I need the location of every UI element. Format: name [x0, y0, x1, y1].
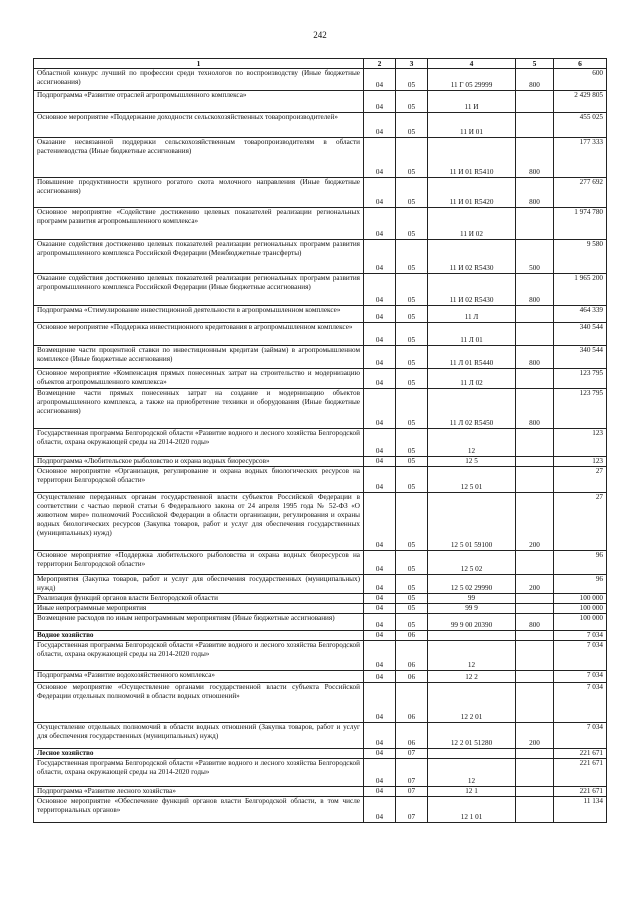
row-code-subsection: 05: [396, 69, 428, 91]
row-code-section: 04: [364, 208, 396, 240]
row-target-article: 99 9 00 20390: [428, 614, 516, 631]
row-expense-type: [516, 759, 554, 787]
header-cell: 2: [364, 59, 396, 69]
row-expense-type: [516, 323, 554, 346]
row-description: Основное мероприятие «Обеспечение функций органов власти Белгородской области, в том числе территориальных органов»: [34, 797, 364, 823]
row-code-subsection: 05: [396, 208, 428, 240]
row-code-subsection: 07: [396, 749, 428, 759]
row-code-subsection: 06: [396, 723, 428, 749]
row-code-section: 04: [364, 138, 396, 178]
row-description: Подпрограмма «Развитие отраслей агропромышленного комплекса»: [34, 91, 364, 113]
row-target-article: 12 2: [428, 671, 516, 683]
row-description: Основное мероприятие «Поддержание доходности сельскохозяйственных товаропроизводителей»: [34, 113, 364, 138]
header-cell: 3: [396, 59, 428, 69]
table-row: [34, 723, 607, 749]
row-code-subsection: 05: [396, 429, 428, 457]
table-row: [34, 493, 607, 551]
row-description: Государственная программа Белгородской области «Развитие водного и лесного хозяйства Белгородской области, охрана окружающей среды на 2014-2020 годы»: [34, 641, 364, 671]
row-target-article: 11 И 02 R5430: [428, 274, 516, 306]
table-row: [34, 178, 607, 208]
row-amount: 455 025: [554, 113, 607, 138]
row-code-section: 04: [364, 683, 396, 723]
table-row: [34, 457, 607, 467]
row-target-article: 11 И 02 R5430: [428, 240, 516, 274]
row-code-subsection: 05: [396, 274, 428, 306]
row-code-section: 04: [364, 389, 396, 429]
row-code-section: 04: [364, 631, 396, 641]
table-row: [34, 683, 607, 723]
row-target-article: 11 Л 01: [428, 323, 516, 346]
row-code-section: 04: [364, 641, 396, 671]
row-expense-type: [516, 467, 554, 493]
row-amount: 600: [554, 69, 607, 91]
row-code-subsection: 06: [396, 631, 428, 641]
row-expense-type: [516, 683, 554, 723]
row-code-subsection: 06: [396, 671, 428, 683]
row-target-article: 11 И 01 R5410: [428, 138, 516, 178]
row-amount: 96: [554, 575, 607, 594]
row-code-section: 04: [364, 467, 396, 493]
header-cell: 1: [34, 59, 364, 69]
row-code-section: 04: [364, 671, 396, 683]
table-row: [34, 429, 607, 457]
row-code-subsection: 05: [396, 551, 428, 575]
row-code-subsection: 05: [396, 575, 428, 594]
row-amount: 277 692: [554, 178, 607, 208]
page-number: 242: [313, 30, 327, 40]
row-code-section: 04: [364, 551, 396, 575]
row-code-subsection: 05: [396, 594, 428, 604]
row-code-subsection: 05: [396, 389, 428, 429]
row-description: Основное мероприятие «Осуществление органами государственной власти субъекта Российской Федерации отдельных полномочий в области водных отношений»: [34, 683, 364, 723]
table-row: [34, 69, 607, 91]
row-target-article: 12: [428, 429, 516, 457]
row-code-subsection: 06: [396, 641, 428, 671]
row-amount: 7 034: [554, 723, 607, 749]
row-expense-type: 800: [516, 614, 554, 631]
row-target-article: 11 И 02: [428, 208, 516, 240]
row-code-section: 04: [364, 723, 396, 749]
row-target-article: 12: [428, 759, 516, 787]
row-expense-type: [516, 604, 554, 614]
row-description: Оказание содействия достижению целевых показателей реализации региональных программ развития агропромышленного комплекса Российской Федерации (Межбюджетные трансферты): [34, 240, 364, 274]
table-row: [34, 369, 607, 389]
row-amount: 123 795: [554, 389, 607, 429]
row-description: Оказание содействия достижению целевых показателей реализации региональных программ развития агропромышленного комплекса Российской Федерации (Иные бюджетные ассигнования): [34, 274, 364, 306]
row-target-article: 99: [428, 594, 516, 604]
row-amount: 221 671: [554, 759, 607, 787]
budget-table: [33, 58, 607, 823]
table-row: [34, 323, 607, 346]
row-expense-type: 200: [516, 575, 554, 594]
row-code-subsection: 05: [396, 493, 428, 551]
row-code-section: 04: [364, 306, 396, 323]
row-code-section: 04: [364, 614, 396, 631]
row-amount: 1 965 200: [554, 274, 607, 306]
row-target-article: 11 И: [428, 91, 516, 113]
row-code-subsection: 05: [396, 178, 428, 208]
table-row: [34, 551, 607, 575]
table-row: [34, 604, 607, 614]
row-description: Повышение продуктивности крупного рогатого скота молочного направления (Иные бюджетные ассигнования): [34, 178, 364, 208]
table-row: [34, 389, 607, 429]
row-code-section: 04: [364, 69, 396, 91]
row-description: Областной конкурс лучший по профессии среди технологов по воспроизводству (Иные бюджетные ассигнования): [34, 69, 364, 91]
row-target-article: 12 2 01: [428, 683, 516, 723]
row-expense-type: 800: [516, 389, 554, 429]
row-expense-type: [516, 551, 554, 575]
row-code-subsection: 07: [396, 787, 428, 797]
row-expense-type: [516, 787, 554, 797]
row-amount: 340 544: [554, 346, 607, 369]
row-code-section: 04: [364, 493, 396, 551]
row-description: Подпрограмма «Развитие водохозяйственного комплекса»: [34, 671, 364, 683]
row-target-article: 11 И 01: [428, 113, 516, 138]
table-row: [34, 749, 607, 759]
row-code-section: 04: [364, 323, 396, 346]
table-row: [34, 631, 607, 641]
row-target-article: [428, 631, 516, 641]
row-target-article: 12 5 02: [428, 551, 516, 575]
row-description: Возмещение расходов по иным непрограммным мероприятиям (Иные бюджетные ассигнования): [34, 614, 364, 631]
row-description: Реализация функций органов власти Белгородской области: [34, 594, 364, 604]
row-description: Подпрограмма «Развитие лесного хозяйства»: [34, 787, 364, 797]
row-amount: 9 580: [554, 240, 607, 274]
row-amount: 123: [554, 429, 607, 457]
row-code-subsection: 06: [396, 683, 428, 723]
row-code-section: 04: [364, 369, 396, 389]
table-row: [34, 759, 607, 787]
row-target-article: 12 5: [428, 457, 516, 467]
row-description: Осуществление отдельных полномочий в области водных отношений (Закупка товаров, работ и услуг для обеспечения государственных (муниципальных) нужд): [34, 723, 364, 749]
row-code-section: 04: [364, 240, 396, 274]
table-row: [34, 787, 607, 797]
row-target-article: 11 И 01 R5420: [428, 178, 516, 208]
row-target-article: 11 Л 02: [428, 369, 516, 389]
row-description: Возмещение части процентной ставки по инвестиционным кредитам (займам) в агропромышленном комплексе (Иные бюджетные ассигнования): [34, 346, 364, 369]
table-row: [34, 306, 607, 323]
row-expense-type: 800: [516, 346, 554, 369]
row-expense-type: [516, 457, 554, 467]
row-code-section: 04: [364, 274, 396, 306]
row-target-article: 99 9: [428, 604, 516, 614]
row-target-article: 12 5 01 59100: [428, 493, 516, 551]
row-description: Государственная программа Белгородской области «Развитие водного и лесного хозяйства Белгородской области, охрана окружающей среды на 2014-2020 годы»: [34, 429, 364, 457]
table-row: [34, 797, 607, 823]
row-target-article: [428, 749, 516, 759]
row-description: Государственная программа Белгородской области «Развитие водного и лесного хозяйства Белгородской области, охрана окружающей среды на 2014-2020 годы»: [34, 759, 364, 787]
row-description: Мероприятия (Закупка товаров, работ и услуг для обеспечения государственных (муниципальных) нужд): [34, 575, 364, 594]
row-code-subsection: 05: [396, 604, 428, 614]
table-row: [34, 671, 607, 683]
row-code-section: 04: [364, 797, 396, 823]
row-expense-type: [516, 369, 554, 389]
header-cell: 5: [516, 59, 554, 69]
row-code-section: 04: [364, 594, 396, 604]
table-row: [34, 240, 607, 274]
row-expense-type: [516, 208, 554, 240]
row-code-section: 04: [364, 113, 396, 138]
row-description: Иные непрограммные мероприятия: [34, 604, 364, 614]
row-code-subsection: 05: [396, 323, 428, 346]
row-expense-type: [516, 594, 554, 604]
row-target-article: 12 2 01 51280: [428, 723, 516, 749]
row-amount: 1 974 780: [554, 208, 607, 240]
row-amount: 123: [554, 457, 607, 467]
row-description: Основное мероприятие «Содействие достижению целевых показателей реализации региональных программ развития агропромышленного комплекса»: [34, 208, 364, 240]
row-expense-type: [516, 91, 554, 113]
row-amount: 27: [554, 467, 607, 493]
row-code-section: 04: [364, 787, 396, 797]
row-amount: 7 034: [554, 641, 607, 671]
row-code-subsection: 07: [396, 759, 428, 787]
row-expense-type: [516, 429, 554, 457]
row-expense-type: [516, 306, 554, 323]
row-code-subsection: 05: [396, 240, 428, 274]
row-target-article: 12 1 01: [428, 797, 516, 823]
row-target-article: 12 5 01: [428, 467, 516, 493]
row-code-subsection: 05: [396, 306, 428, 323]
row-amount: 100 000: [554, 614, 607, 631]
row-description: Оказание несвязанной поддержки сельскохозяйственным товаропроизводителям в области растениеводства (Иные бюджетные ассигнования): [34, 138, 364, 178]
row-amount: 123 795: [554, 369, 607, 389]
row-target-article: 11 Г 05 29999: [428, 69, 516, 91]
row-expense-type: 500: [516, 240, 554, 274]
table-row: [34, 614, 607, 631]
table-row: [34, 346, 607, 369]
row-expense-type: [516, 671, 554, 683]
row-code-subsection: 05: [396, 91, 428, 113]
row-code-subsection: 05: [396, 457, 428, 467]
row-expense-type: 800: [516, 69, 554, 91]
row-amount: 340 544: [554, 323, 607, 346]
row-amount: 221 671: [554, 749, 607, 759]
row-expense-type: 200: [516, 493, 554, 551]
row-description: Осуществление переданных органам государственной власти субъектов Российской Федерации в соответствии с частью первой статьи 6 Федерального закона от 24 апреля 1995 года № 52-ФЗ «О животном мире» полномочий Российской Федерации в области организации, регулирования и охраны водных биологических ресурсов (Закупка товаров, работ и услуг для обеспечения государственных (муниципальных) нужд): [34, 493, 364, 551]
row-expense-type: [516, 641, 554, 671]
table-row: [34, 91, 607, 113]
row-description: Подпрограмма «Любительское рыболовство и охрана водных биоресурсов»: [34, 457, 364, 467]
row-description: Основное мероприятие «Поддержка любительского рыболовства и охрана водных биоресурсов на территории Белгородской области»: [34, 551, 364, 575]
row-description: Возмещение части прямых понесенных затрат на создание и модернизацию объектов агропромышленного комплекса, а также на приобретение техники и оборудования (Иные бюджетные ассигнования): [34, 389, 364, 429]
row-amount: 100 000: [554, 594, 607, 604]
row-amount: 177 333: [554, 138, 607, 178]
row-target-article: 12 5 02 29990: [428, 575, 516, 594]
row-code-subsection: 05: [396, 346, 428, 369]
header-cell: 6: [554, 59, 607, 69]
row-amount: 464 339: [554, 306, 607, 323]
row-code-section: 04: [364, 346, 396, 369]
row-amount: 2 429 805: [554, 91, 607, 113]
row-amount: 7 034: [554, 671, 607, 683]
row-expense-type: 800: [516, 138, 554, 178]
header-row: [34, 59, 607, 69]
row-code-section: 04: [364, 759, 396, 787]
row-expense-type: [516, 631, 554, 641]
row-target-article: 11 Л 02 R5450: [428, 389, 516, 429]
header-cell: 4: [428, 59, 516, 69]
table-row: [34, 575, 607, 594]
row-expense-type: [516, 113, 554, 138]
row-amount: 11 134: [554, 797, 607, 823]
table-row: [34, 641, 607, 671]
row-code-section: 04: [364, 457, 396, 467]
row-code-subsection: 05: [396, 369, 428, 389]
row-amount: 100 000: [554, 604, 607, 614]
table-row: [34, 594, 607, 604]
row-expense-type: [516, 749, 554, 759]
row-description: Лесное хозяйство: [34, 749, 364, 759]
table-row: [34, 274, 607, 306]
row-code-subsection: 05: [396, 467, 428, 493]
row-amount: 7 034: [554, 683, 607, 723]
row-target-article: 11 Л 01 R5440: [428, 346, 516, 369]
row-code-subsection: 05: [396, 113, 428, 138]
row-expense-type: 800: [516, 274, 554, 306]
row-amount: 27: [554, 493, 607, 551]
row-target-article: 11 Л: [428, 306, 516, 323]
row-expense-type: 200: [516, 723, 554, 749]
row-description: Основное мероприятие «Компенсация прямых понесенных затрат на строительство и модернизацию объектов агропромышленного комплекса»: [34, 369, 364, 389]
row-target-article: 12 1: [428, 787, 516, 797]
row-amount: 7 034: [554, 631, 607, 641]
row-code-subsection: 07: [396, 797, 428, 823]
row-code-subsection: 05: [396, 138, 428, 178]
row-code-section: 04: [364, 91, 396, 113]
row-amount: 96: [554, 551, 607, 575]
row-code-section: 04: [364, 604, 396, 614]
row-code-section: 04: [364, 749, 396, 759]
table-row: [34, 467, 607, 493]
row-target-article: 12: [428, 641, 516, 671]
row-description: Основное мероприятие «Поддержка инвестиционного кредитования в агропромышленном комплексе»: [34, 323, 364, 346]
row-expense-type: [516, 797, 554, 823]
row-amount: 221 671: [554, 787, 607, 797]
table-row: [34, 208, 607, 240]
table-row: [34, 138, 607, 178]
row-code-section: 04: [364, 429, 396, 457]
row-code-section: 04: [364, 575, 396, 594]
row-code-subsection: 05: [396, 614, 428, 631]
table-row: [34, 113, 607, 138]
row-description: Подпрограмма «Стимулирование инвестиционной деятельности в агропромышленном комплексе»: [34, 306, 364, 323]
row-description: Водное хозяйство: [34, 631, 364, 641]
row-expense-type: 800: [516, 178, 554, 208]
row-code-section: 04: [364, 178, 396, 208]
row-description: Основное мероприятие «Организация, регулирование и охрана водных биологических ресурсов на территории Белгородской области»: [34, 467, 364, 493]
